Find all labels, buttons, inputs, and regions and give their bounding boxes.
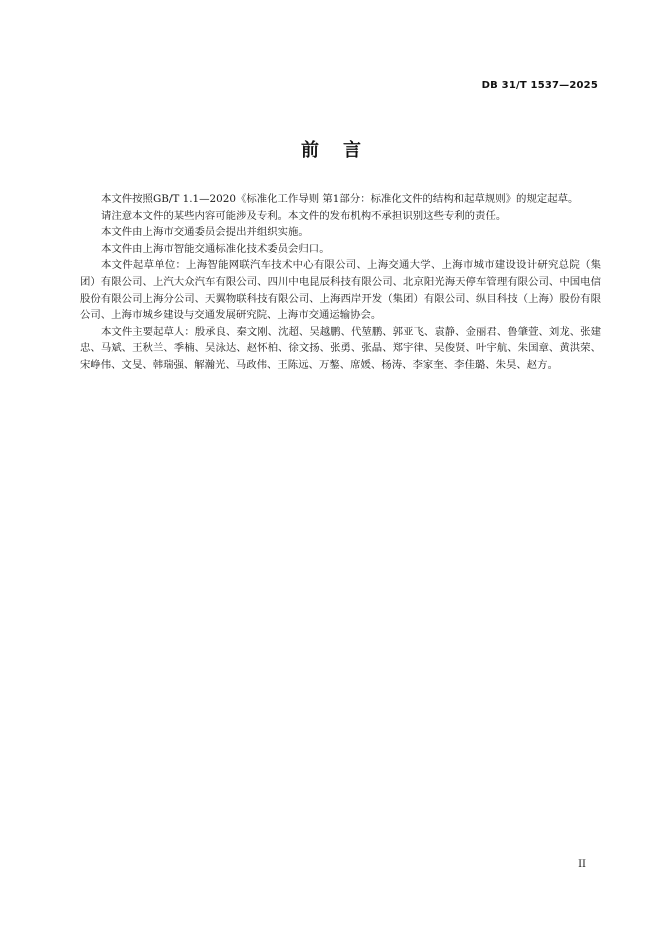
paragraph-administrator: 本文件由上海市智能交通标准化技术委员会归口。 <box>101 242 330 255</box>
page-number: II <box>578 859 586 870</box>
document-code: DB 31/T 1537—2025 <box>481 80 598 91</box>
paragraph-drafting-basis: 本文件按照GB/T 1.1—2020《标准化工作导则 第1部分：标准化文件的结构和起草规则》的规定起草。 <box>101 193 579 205</box>
paragraph-patent-notice: 请注意本文件的某些内容可能涉及专利。本文件的发布机构不承担识别这些专利的责任。 <box>101 209 507 222</box>
paragraph-drafting-units: 本文件起草单位：上海智能网联汽车技术中心有限公司、上海交通大学、上海市城市建设设计研究总院（集团）有限公司、上汽大众汽车有限公司、四川中电昆辰科技有限公司、北京阳光海天停车管理有限公司、中国电信股份有限公司上海分公司、天翼物联科技有限公司、上海西岸开发（集团）有限公司、纵目科技（上海）股份有限公司、上海市城乡建设与交通发展研究院、上海市交通运输协会。 <box>80 259 601 322</box>
paragraph-proposer: 本文件由上海市交通委员会提出并组织实施。 <box>101 226 309 239</box>
page-title: 前言 <box>301 140 385 161</box>
foreword-body <box>80 191 601 374</box>
paragraph-main-drafters: 本文件主要起草人：殷承良、秦文刚、沈超、吴越鹏、代堃鹏、郭亚飞、袁静、金丽君、鲁肇萱、刘龙、张建忠、马斌、王秋兰、季楠、吴泳达、赵怀柏、徐文扬、张勇、张晶、郑宇律、吴俊贤、叶宇航、朱国章、黄洪荣、宋峥伟、文旻、韩瑞强、解瀚光、马政伟、王陈远、万鏊、席媛、杨涛、李家奎、李佳璐、朱昊、赵方。 <box>80 325 601 371</box>
